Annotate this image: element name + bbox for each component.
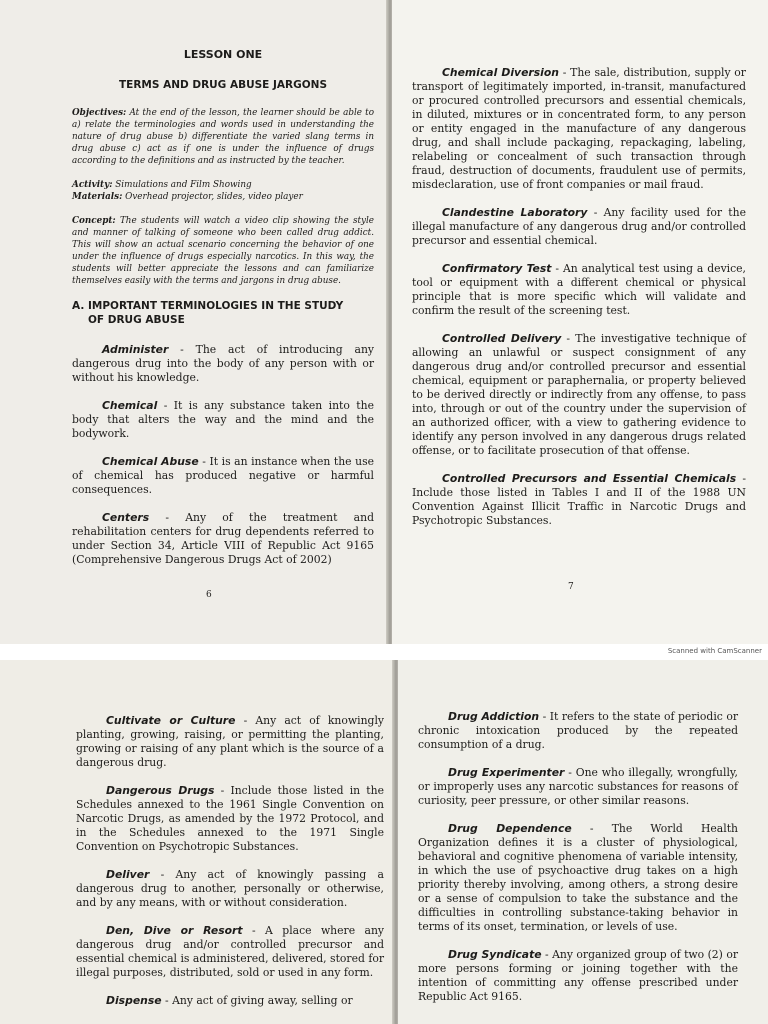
concept-text: The students will watch a video clip showing the style and manner of talking of someone who been called drug addict. This will show an actual scenario concerning the behavior of one under the influence of drugs especially narcotics. In this way, the students will better appreciate the lessons and can familiarize themselves easily with the terms and jargons in drug abuse. [72, 216, 374, 286]
entry-definition: - Any of the treatment and rehabilitation centers for drug dependents referred to under Section 34, Article VIII of Republic Act 9165 (Comprehensive Dangerous Drugs Act of 2002) [72, 511, 374, 566]
entry-definition: - The act of introducing any dangerous drug into the body of any person with or without his knowledge. [72, 343, 374, 384]
entry-term: Chemical Diversion [442, 66, 559, 79]
glossary-entry [76, 994, 384, 1008]
entry-definition: - A place where any dangerous drug and/or controlled precursor and essential chemical is administered, delivered, stored for illegal purposes, distributed, sold or used in any form. [76, 924, 384, 979]
glossary-entry [76, 784, 384, 854]
entry-definition: - An analytical test using a device, tool or equipment with a different chemical or physical principle that is more specific which will validate and confirm the result of the screening test. [412, 262, 746, 317]
glossary-entry [72, 399, 374, 441]
glossary-entry [76, 924, 384, 980]
entry-definition: - The World Health Organization defines it is a cluster of physiological, behavioral and cognitive phenomena of variable intensity, in which the use of psychoactive drug takes on a high priority thereby involving, among others, a strong desire or a sense of compulsion to take the substance and the difficulties in controlling substance-taking behavior in terms of its onset, termination, or levels of use. [418, 822, 738, 933]
entry-definition: - It is an instance when the use of chemical has produced negative or harmful consequences. [72, 455, 374, 496]
entry-definition: - Any act of knowingly passing a dangerous drug to another, personally or otherwise, and by any means, with or without consideration. [76, 868, 384, 909]
entry-term: Chemical [102, 399, 158, 412]
entry-term: Drug Syndicate [448, 948, 542, 961]
entry-definition: - Include those listed in the Schedules annexed to the 1961 Single Convention on Narcotic Drugs, as amended by the 1972 Protocol, and in the Schedules annexed to the 1971 Single Convention on Psychotropic Substances. [76, 784, 384, 853]
objectives-label: Objectives: [72, 108, 127, 118]
scan-separator [0, 644, 768, 660]
glossary-entry [72, 511, 374, 567]
entry-term: Dangerous Drugs [106, 784, 215, 797]
scanner-watermark: Scanned with CamScanner [667, 647, 762, 655]
entry-term: Clandestine Laboratory [442, 206, 588, 219]
entry-term: Confirmatory Test [442, 262, 552, 275]
entry-definition: - It refers to the state of periodic or chronic intoxication produced by the repeated consumption of a drug. [418, 710, 738, 751]
entry-term: Deliver [106, 868, 150, 881]
entry-definition: - Any act of knowingly planting, growing, raising, or permitting the planting, growing or raising of any plant which is the source of a dangerous drug. [76, 714, 384, 769]
entry-definition: - The investigative technique of allowing an unlawful or suspect consignment of any dangerous drug and/or controlled precursor and essential chemical, equipment or paraphernalia, or property believed to be derived directly or indirectly from any offense, to pass into, through or out of the country under the supervision of an authorized officer, with a view to gathering evidence to identify any person involved in any dangerous drugs related offense, or to facilitate prosecution of that offense. [412, 332, 746, 457]
entry-definition: - Any act of giving away, selling or [161, 994, 353, 1007]
glossary-entry [412, 66, 746, 192]
glossary-entry [412, 332, 746, 458]
entry-definition: - Any facility used for the illegal manufacture of any dangerous drug and/or controlled precursor and essential chemical. [412, 206, 746, 247]
objectives-paragraph [72, 107, 374, 167]
entry-definition: - The sale, distribution, supply or transport of legitimately imported, in-transit, manufactured or procured controlled precursors and essential chemicals, in diluted, mixtures or in concentrated form, to any person or entity engaged in the manufacture of any dangerous drug, and shall include packaging, repackaging, labeling, relabeling or concealment of such transaction through fraud, destruction of documents, fraudulent use of permits, misdeclaration, use of front companies or mail fraud. [412, 66, 746, 191]
entry-term: Drug Addiction [448, 710, 540, 723]
materials-label: Materials: [72, 192, 123, 202]
glossary-entry [72, 343, 374, 385]
entry-term: Chemical Abuse [102, 455, 199, 468]
entry-definition: - Include those listed in Tables I and II of the 1988 UN Convention Against Illicit Traffic in Narcotic Drugs and Psychotropic Substances. [412, 472, 746, 527]
glossary-entry [418, 948, 738, 1004]
glossary-entry [412, 472, 746, 528]
glossary-entry [412, 206, 746, 248]
concept-paragraph [72, 215, 374, 287]
entry-term: Administer [102, 343, 169, 356]
materials-line [72, 191, 374, 203]
entry-definition: - Any organized group of two (2) or more persons forming or joining together with the intention of committing any offense prescribed under Republic Act 9165. [418, 948, 738, 1003]
glossary-entry [76, 868, 384, 910]
section-heading [72, 299, 374, 327]
glossary-entry [412, 262, 746, 318]
activity-label: Activity: [72, 180, 113, 190]
entry-term: Controlled Precursors and Essential Chemicals [442, 472, 737, 485]
entry-term: Centers [102, 511, 150, 524]
page-number: 7 [568, 582, 574, 592]
entry-term: Drug Experimenter [448, 766, 565, 779]
glossary-entry [76, 714, 384, 770]
lesson-subtitle: TERMS AND DRUG ABUSE JARGONS [118, 79, 328, 91]
entry-term: Den, Dive or Resort [106, 924, 243, 937]
concept-label: Concept: [72, 216, 116, 226]
entry-term: Cultivate or Culture [106, 714, 236, 727]
page-6 [0, 0, 388, 644]
activity-text: Simulations and Film Showing [112, 180, 252, 190]
page-7 [392, 0, 768, 644]
glossary-entry [418, 766, 738, 808]
entry-term: Dispense [106, 994, 162, 1007]
glossary-entry [72, 455, 374, 497]
entry-definition: - It is any substance taken into the body that alters the way and the mind and the bodywork. [72, 399, 374, 440]
page-9 [398, 660, 768, 1024]
page-8 [0, 660, 394, 1024]
lesson-title: LESSON ONE [183, 48, 263, 61]
glossary-entry [418, 822, 738, 934]
section-heading-line2: OF DRUG ABUSE [88, 314, 185, 326]
entry-definition: - One who illegally, wrongfully, or improperly uses any narcotic substances for reasons of curiosity, peer pressure, or other similar reasons. [418, 766, 738, 807]
glossary-entry [418, 710, 738, 752]
section-heading-line1: A. IMPORTANT TERMINOLOGIES IN THE STUDY [72, 300, 344, 312]
entry-term: Controlled Delivery [442, 332, 562, 345]
entry-term: Drug Dependence [448, 822, 572, 835]
activity-line [72, 179, 374, 191]
page-number: 6 [206, 590, 212, 600]
materials-text: Overhead projector, slides, video player [122, 192, 303, 202]
objectives-text: At the end of the lesson, the learner should be able to a) relate the terminologies and words used in understanding the nature of drug abuse b) differentiate the varied slang terms in drug abuse c) act as if one is under the influence of drugs according to the definitions and as instructed by the teacher. [72, 108, 374, 166]
